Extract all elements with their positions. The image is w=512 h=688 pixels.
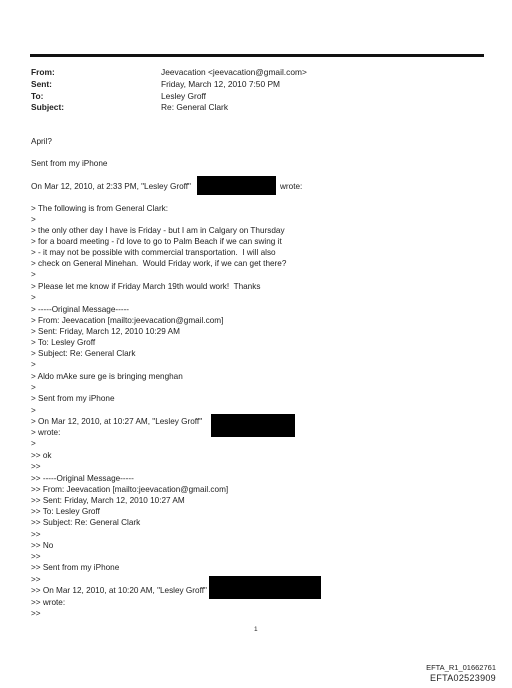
body-line: > Please let me know if Friday March 19th would work! Thanks xyxy=(31,282,261,291)
body-line: >> Sent from my iPhone xyxy=(31,563,120,572)
body-line: On Mar 12, 2010, at 2:33 PM, "Lesley Groff" xyxy=(31,182,191,191)
header-rule xyxy=(30,54,484,57)
redaction-box xyxy=(197,176,276,195)
body-line: >> Subject: Re: General Clark xyxy=(31,518,141,527)
body-line: >> xyxy=(31,462,41,471)
to-label: To: xyxy=(31,91,44,101)
body-line: >> On Mar 12, 2010, at 10:20 AM, "Lesley Groff" xyxy=(31,586,207,595)
body-line: > xyxy=(31,215,36,224)
body-line: > the only other day I have is Friday - but I am in Calgary on Thursday xyxy=(31,226,285,235)
body-line: > Subject: Re: General Clark xyxy=(31,349,136,358)
body-line: > xyxy=(31,360,36,369)
body-line: >> xyxy=(31,575,41,584)
body-line: Sent from my iPhone xyxy=(31,159,108,168)
body-line: > xyxy=(31,293,36,302)
body-line: > xyxy=(31,439,36,448)
body-line: >> xyxy=(31,552,41,561)
body-line: > for a board meeting - i'd love to go to Palm Beach if we can swing it xyxy=(31,237,282,246)
redaction-box xyxy=(209,576,321,599)
body-line: > xyxy=(31,406,36,415)
body-line: > Sent from my iPhone xyxy=(31,394,115,403)
body-line: April? xyxy=(31,137,52,146)
body-line: > - it may not be possible with commercial transportation. I will also xyxy=(31,248,276,257)
body-line: > Sent: Friday, March 12, 2010 10:29 AM xyxy=(31,327,180,336)
page-number: 1 xyxy=(254,626,258,633)
body-line: > The following is from General Clark: xyxy=(31,204,169,213)
body-line: wrote: xyxy=(280,182,303,191)
body-line: >> xyxy=(31,530,41,539)
body-line: > From: Jeevacation [mailto:jeevacation@gmail.com] xyxy=(31,316,224,325)
body-line: >> Sent: Friday, March 12, 2010 10:27 AM xyxy=(31,496,185,505)
body-line: >> From: Jeevacation [mailto:jeevacation@gmail.com] xyxy=(31,485,229,494)
body-line: >> ok xyxy=(31,451,52,460)
body-line: > -----Original Message----- xyxy=(31,305,130,314)
body-line: > check on General Minehan. Would Friday work, if we can get there? xyxy=(31,259,287,268)
bates-number-large: EFTA02523909 xyxy=(430,673,496,683)
body-line: >> -----Original Message----- xyxy=(31,474,134,483)
sent-value: Friday, March 12, 2010 7:50 PM xyxy=(161,79,281,89)
from-label: From: xyxy=(31,67,55,77)
body-line: >> No xyxy=(31,541,54,550)
body-line: >> wrote: xyxy=(31,598,66,607)
sent-label: Sent: xyxy=(31,79,52,89)
subject-label: Subject: xyxy=(31,102,65,112)
to-value: Lesley Groff xyxy=(161,91,206,101)
body-line: > Aldo mAke sure ge is bringing menghan xyxy=(31,372,183,381)
bates-number-small: EFTA_R1_01662761 xyxy=(426,663,496,672)
body-line: > On Mar 12, 2010, at 10:27 AM, "Lesley Groff" xyxy=(31,417,203,426)
redaction-box xyxy=(211,414,295,437)
body-line: > xyxy=(31,270,36,279)
body-line: > To: Lesley Groff xyxy=(31,338,96,347)
body-line: > wrote: xyxy=(31,428,61,437)
body-line: >> xyxy=(31,609,41,618)
body-line: >> To: Lesley Groff xyxy=(31,507,100,516)
from-value: Jeevacation <jeevacation@gmail.com> xyxy=(161,67,307,77)
subject-value: Re: General Clark xyxy=(161,102,229,112)
body-line: > xyxy=(31,383,36,392)
